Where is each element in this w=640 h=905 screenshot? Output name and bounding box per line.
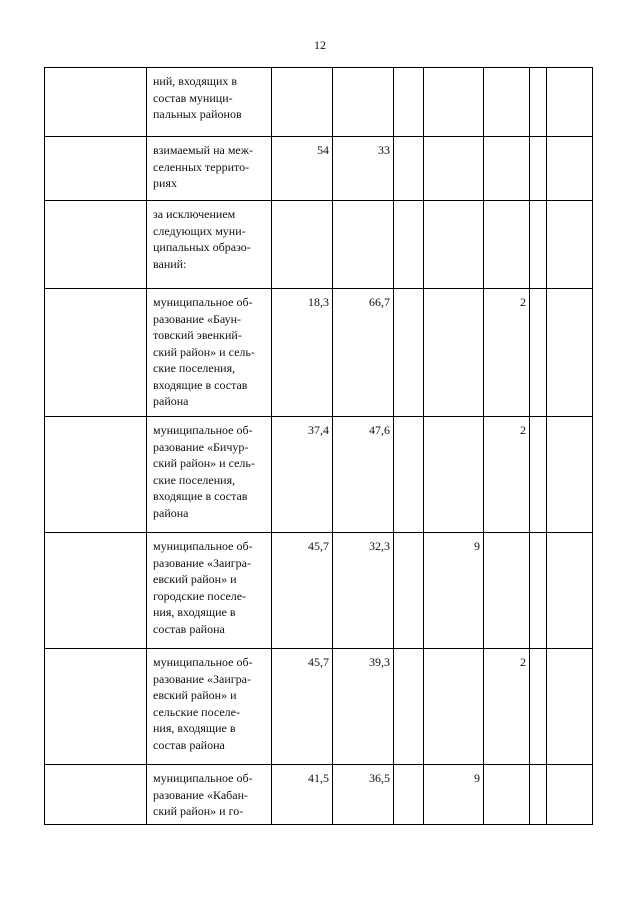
description-line: евский район» и bbox=[153, 572, 237, 586]
description-line: ваний: bbox=[153, 256, 187, 271]
value-cell bbox=[394, 417, 424, 533]
table-row bbox=[45, 649, 593, 765]
value-cell bbox=[424, 201, 484, 289]
description-line: риях bbox=[153, 176, 177, 190]
value-cell: 54 bbox=[272, 137, 333, 201]
value-cell bbox=[530, 765, 547, 825]
value-cell: 36,5 bbox=[333, 765, 394, 825]
description-line: ципальных образо- bbox=[153, 240, 251, 254]
value-cell bbox=[333, 201, 394, 289]
value-cell bbox=[484, 201, 530, 289]
value-cell bbox=[530, 649, 547, 765]
row-description-cell bbox=[147, 201, 272, 289]
table-row bbox=[45, 533, 593, 649]
description-line: входящие в состав bbox=[153, 377, 248, 392]
value-cell bbox=[484, 533, 530, 649]
description-line: городские поселе- bbox=[153, 588, 247, 603]
description-line: района bbox=[153, 505, 189, 520]
description-line: ния, входящие в bbox=[153, 721, 236, 735]
description-line: евский район» и bbox=[153, 688, 237, 702]
description-line: селенных террито- bbox=[153, 159, 250, 174]
value-cell bbox=[547, 649, 593, 765]
description-line: ний, входящих в bbox=[153, 74, 238, 88]
value-cell bbox=[530, 417, 547, 533]
description-line: пальных районов bbox=[153, 107, 242, 121]
value-cell bbox=[484, 68, 530, 137]
row-blank-cell bbox=[45, 533, 147, 649]
description-line: разование «Бичур- bbox=[153, 439, 249, 454]
value-cell bbox=[424, 417, 484, 533]
table-row bbox=[45, 68, 593, 137]
value-cell bbox=[530, 137, 547, 201]
description-line: входящие в состав bbox=[153, 489, 248, 503]
description-line: товский эвенкий- bbox=[153, 328, 242, 342]
value-cell: 45,7 bbox=[272, 649, 333, 765]
value-cell: 39,3 bbox=[333, 649, 394, 765]
value-cell bbox=[484, 137, 530, 201]
value-cell: 66,7 bbox=[333, 289, 394, 417]
value-cell bbox=[424, 137, 484, 201]
description-line: состав района bbox=[153, 621, 225, 636]
value-cell bbox=[530, 68, 547, 137]
row-blank-cell bbox=[45, 649, 147, 765]
table-body bbox=[45, 68, 593, 825]
row-description-cell bbox=[147, 289, 272, 417]
description-line: взимаемый на меж- bbox=[153, 143, 254, 157]
value-cell bbox=[333, 68, 394, 137]
value-cell bbox=[394, 137, 424, 201]
value-cell: 9 bbox=[424, 765, 484, 825]
description-line: муниципальное об- bbox=[153, 655, 253, 669]
value-cell: 41,5 bbox=[272, 765, 333, 825]
row-blank-cell bbox=[45, 68, 147, 137]
description-line: муниципальное об- bbox=[153, 295, 253, 309]
row-description-cell bbox=[147, 649, 272, 765]
row-blank-cell bbox=[45, 201, 147, 289]
description-line: разование «Кабан- bbox=[153, 787, 249, 802]
value-cell: 33 bbox=[333, 137, 394, 201]
value-cell bbox=[547, 533, 593, 649]
description-line: ские поселения, bbox=[153, 472, 236, 487]
value-cell bbox=[547, 201, 593, 289]
row-description-cell bbox=[147, 137, 272, 201]
value-cell bbox=[530, 533, 547, 649]
value-cell bbox=[424, 68, 484, 137]
table-row bbox=[45, 137, 593, 201]
description-line: состав муници- bbox=[153, 90, 233, 105]
description-line: разование «Заигра- bbox=[153, 671, 252, 686]
row-blank-cell bbox=[45, 137, 147, 201]
description-line: ские поселения, bbox=[153, 361, 236, 375]
description-line: ния, входящие в bbox=[153, 605, 236, 619]
value-cell bbox=[547, 765, 593, 825]
description-line: ский район» и сель- bbox=[153, 344, 255, 359]
value-cell bbox=[394, 533, 424, 649]
row-blank-cell bbox=[45, 289, 147, 417]
description-line: разование «Баун- bbox=[153, 311, 242, 326]
description-line: состав района bbox=[153, 737, 225, 752]
description-line: следующих муни- bbox=[153, 223, 246, 238]
value-cell: 18,3 bbox=[272, 289, 333, 417]
value-cell bbox=[272, 68, 333, 137]
value-cell bbox=[484, 765, 530, 825]
value-cell: 9 bbox=[424, 533, 484, 649]
value-cell bbox=[547, 137, 593, 201]
row-description-cell bbox=[147, 417, 272, 533]
value-cell bbox=[530, 201, 547, 289]
description-line: муниципальное об- bbox=[153, 423, 253, 437]
value-cell bbox=[530, 289, 547, 417]
value-cell bbox=[394, 649, 424, 765]
value-cell bbox=[272, 201, 333, 289]
value-cell bbox=[547, 417, 593, 533]
value-cell: 2 bbox=[484, 649, 530, 765]
value-cell bbox=[547, 289, 593, 417]
value-cell bbox=[424, 289, 484, 417]
value-cell bbox=[394, 68, 424, 137]
row-description-cell bbox=[147, 533, 272, 649]
value-cell: 45,7 bbox=[272, 533, 333, 649]
value-cell bbox=[394, 765, 424, 825]
value-cell: 32,3 bbox=[333, 533, 394, 649]
description-line: муниципальное об- bbox=[153, 539, 253, 553]
description-line: ский район» и го- bbox=[153, 804, 244, 818]
description-line: муниципальное об- bbox=[153, 771, 253, 785]
table-row bbox=[45, 289, 593, 417]
value-cell bbox=[394, 289, 424, 417]
description-line: сельские поселе- bbox=[153, 704, 240, 719]
value-cell: 37,4 bbox=[272, 417, 333, 533]
row-description-cell bbox=[147, 68, 272, 137]
row-blank-cell bbox=[45, 765, 147, 825]
value-cell bbox=[394, 201, 424, 289]
description-line: за исключением bbox=[153, 207, 236, 221]
value-cell: 2 bbox=[484, 289, 530, 417]
value-cell: 2 bbox=[484, 417, 530, 533]
description-line: района bbox=[153, 394, 189, 408]
page-number: 12 bbox=[314, 38, 326, 52]
description-line: ский район» и сель- bbox=[153, 456, 255, 470]
value-cell bbox=[424, 649, 484, 765]
table-row bbox=[45, 201, 593, 289]
row-description-cell bbox=[147, 765, 272, 825]
row-blank-cell bbox=[45, 417, 147, 533]
description-line: разование «Заигра- bbox=[153, 555, 252, 570]
value-cell: 47,6 bbox=[333, 417, 394, 533]
value-cell bbox=[547, 68, 593, 137]
table-row bbox=[45, 765, 593, 825]
data-table bbox=[44, 67, 593, 825]
table-row bbox=[45, 417, 593, 533]
